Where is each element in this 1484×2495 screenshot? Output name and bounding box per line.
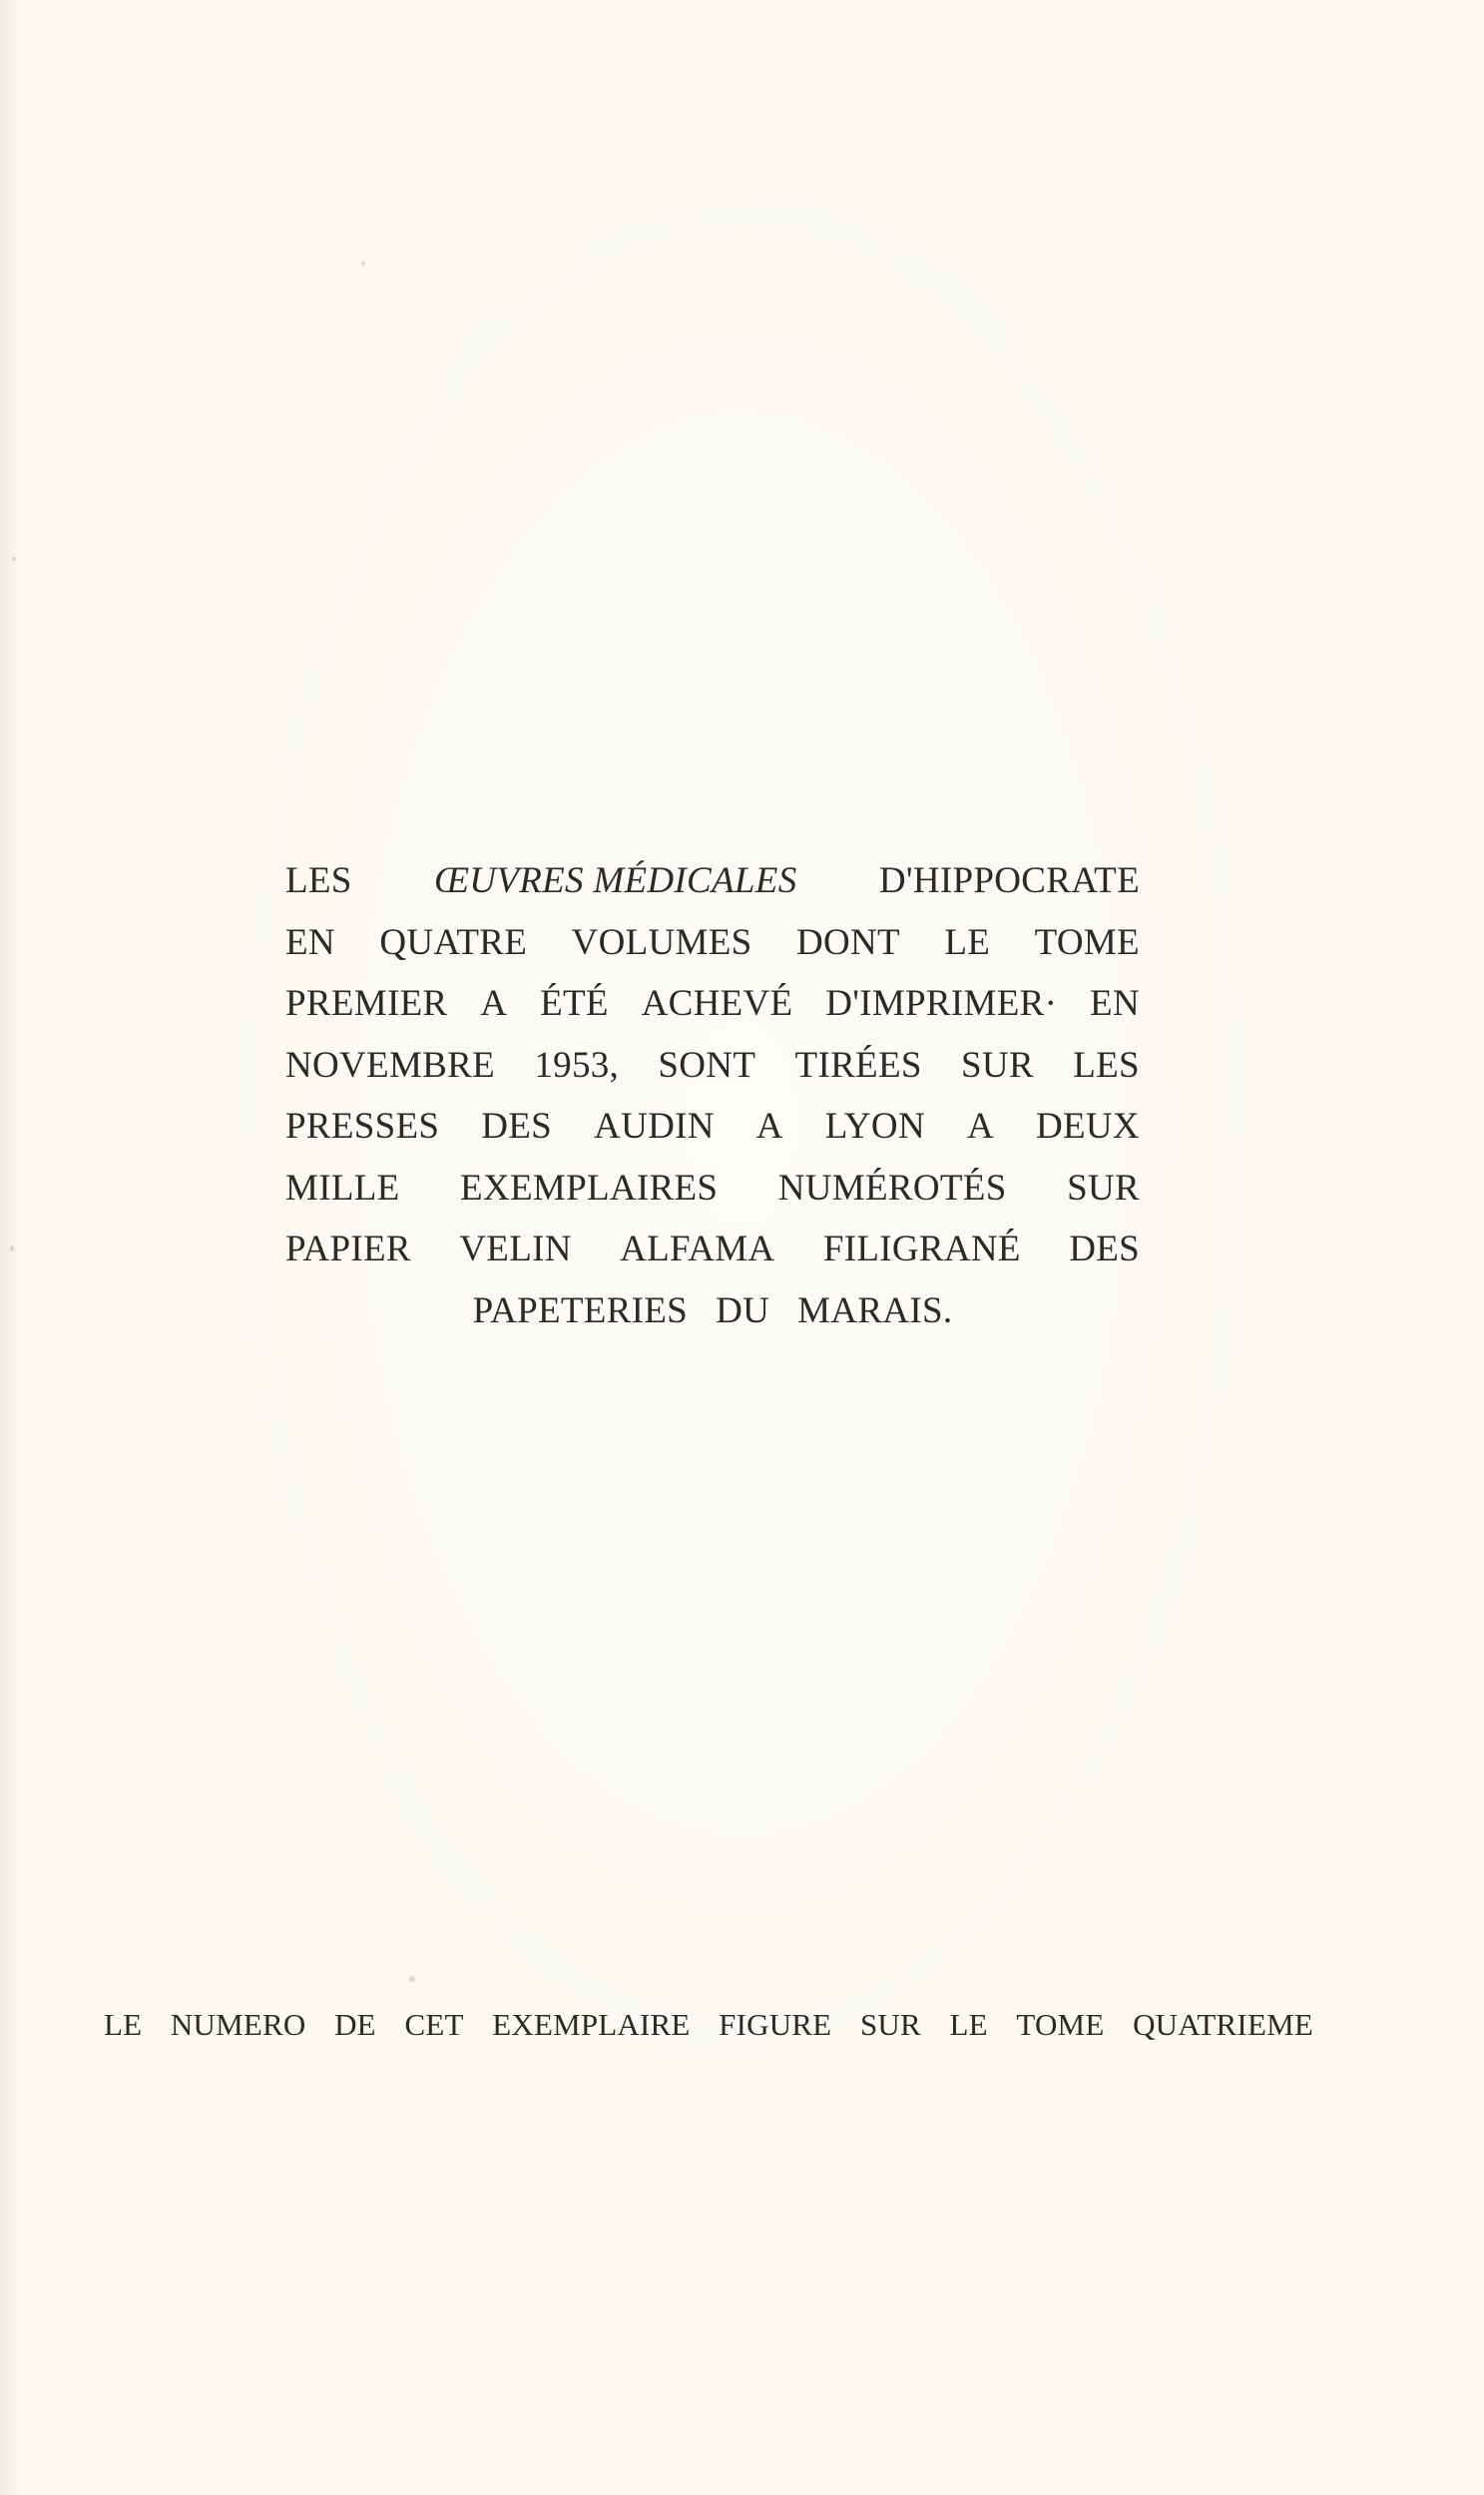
colophon-word: PAPETERIES: [472, 1289, 689, 1331]
colophon-word: D'IMPRIMER·: [825, 983, 1058, 1024]
colophon-word: PREMIER: [285, 983, 448, 1024]
colophon-word: DONT: [795, 921, 900, 963]
footer-word: CET: [404, 2007, 464, 2042]
colophon-line: [285, 912, 1140, 974]
footer-word: SUR: [859, 2007, 921, 2042]
colophon-word: NUMÉROTÉS: [777, 1167, 1007, 1209]
colophon-word: SUR: [961, 1044, 1034, 1086]
exemplaire-number-note: [104, 2000, 1313, 2050]
footer-word: LE: [104, 2007, 143, 2042]
paper-speck: [409, 1976, 415, 1982]
colophon-word: EXEMPLAIRES: [460, 1167, 719, 1209]
footer-word: EXEMPLAIRE: [492, 2007, 691, 2042]
colophon-word: A: [480, 983, 508, 1024]
paper-speck: [361, 261, 365, 265]
colophon-line: [285, 850, 1140, 912]
colophon-word: LES: [285, 860, 352, 901]
colophon-word: ACHEVÉ: [641, 983, 793, 1024]
colophon-line: [285, 1280, 1140, 1342]
colophon-word: VELIN: [459, 1229, 572, 1269]
colophon-line: [285, 1035, 1140, 1097]
colophon-word: EN: [1090, 983, 1140, 1024]
colophon-word: LE: [944, 921, 991, 963]
footer-word: TOME: [1016, 2007, 1105, 2042]
colophon-word: TOME: [1034, 921, 1140, 963]
colophon-word: QUATRE: [379, 921, 528, 963]
colophon-line: [285, 1219, 1140, 1280]
colophon-paragraph: [285, 850, 1140, 1341]
footer-word: NUMERO: [170, 2007, 306, 2042]
colophon-line: [285, 1096, 1140, 1158]
colophon-line: [285, 1158, 1140, 1220]
colophon-word: VOLUMES: [571, 921, 752, 963]
colophon-line: [285, 973, 1140, 1035]
footer-word: QUATRIEME: [1133, 2007, 1313, 2042]
colophon-word: TIRÉES: [794, 1044, 922, 1086]
colophon-word: DEUX: [1035, 1106, 1140, 1147]
footer-word: LE: [949, 2007, 988, 2042]
colophon-word: PAPIER: [285, 1229, 411, 1269]
footer-word: FIGURE: [719, 2007, 832, 2042]
colophon-word: DES: [1069, 1229, 1140, 1269]
colophon-word: D'HIPPOCRATE: [878, 860, 1140, 901]
colophon-word: DES: [481, 1106, 553, 1147]
colophon-word: PRESSES: [285, 1106, 440, 1147]
colophon-word: LYON: [824, 1106, 925, 1147]
colophon-word: ALFAMA: [620, 1229, 775, 1269]
colophon-word: SONT: [658, 1044, 756, 1086]
colophon-word: AUDIN: [594, 1106, 715, 1147]
colophon-year: 1953,: [534, 1044, 620, 1086]
paper-speck: [10, 1246, 14, 1251]
colophon-word: MARAIS.: [797, 1289, 953, 1331]
paper-speck: [12, 557, 16, 561]
colophon-word: EN: [285, 921, 335, 963]
colophon-word: MILLE: [285, 1167, 400, 1209]
colophon-word: NOVEMBRE: [285, 1044, 496, 1086]
book-title: ŒUVRES MÉDICALES: [434, 860, 797, 901]
colophon-word: ÉTÉ: [540, 983, 609, 1024]
colophon-word: SUR: [1067, 1167, 1140, 1209]
footer-word: DE: [334, 2007, 376, 2042]
colophon-word: DU: [716, 1289, 770, 1331]
colophon-word: A: [966, 1106, 994, 1147]
colophon-word: A: [755, 1106, 783, 1147]
colophon-word: FILIGRANÉ: [822, 1229, 1021, 1269]
colophon-word: LES: [1073, 1044, 1140, 1086]
